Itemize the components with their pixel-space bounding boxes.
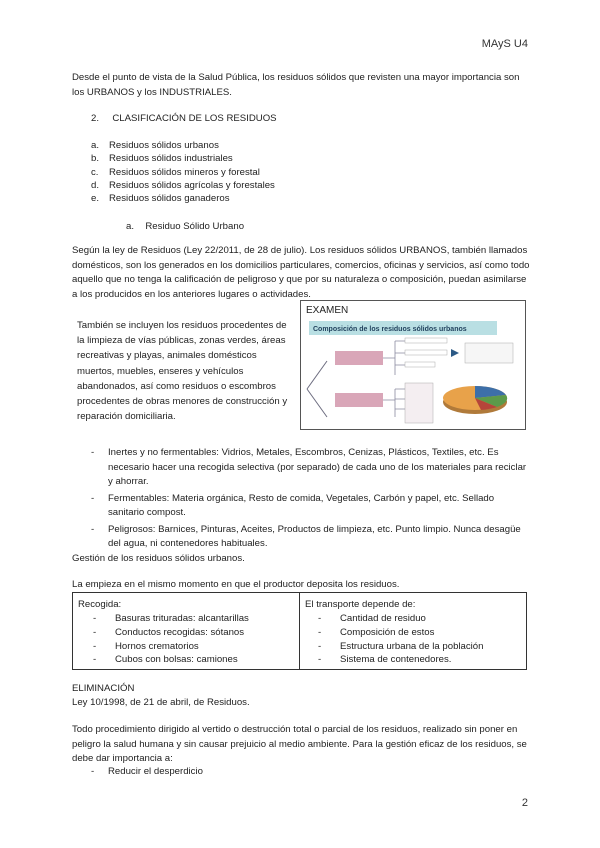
- section-heading: [91, 112, 277, 127]
- diagram-branch-lines: [307, 361, 327, 417]
- list-item: [91, 179, 275, 192]
- list-item-text: Peligrosos: Barnices, Pinturas, Aceites, Productos de limpieza, etc. Punto limpio. Nunca desagüe del agua, ni contenedores habituales.: [108, 523, 521, 549]
- list-item: [91, 139, 275, 152]
- list-marker: b.: [91, 153, 100, 165]
- gestion-heading: Gestión de los residuos sólidos urbanos.: [72, 553, 245, 564]
- bullet-dash: -: [318, 626, 322, 638]
- list-item: [318, 626, 483, 640]
- bullet-dash: -: [91, 766, 95, 777]
- list-marker: c.: [91, 166, 99, 178]
- diagram-connectors-top: [383, 341, 405, 375]
- subsection-title: Residuo Sólido Urbano: [145, 221, 245, 232]
- elimination-law: Ley 10/1998, de 21 de abril, de Residuos.: [72, 697, 250, 708]
- bullet-dash: -: [91, 523, 95, 535]
- list-item-text: Sistema de contenedores.: [340, 654, 452, 666]
- list-item-text: Composición de estos: [340, 626, 435, 638]
- bullet-dash: -: [91, 492, 95, 504]
- list-item-text: Inertes y no fermentables: Vidrios, Metales, Escombros, Cenizas, Plásticos, Textiles, etc. Es necesario hacer una recogida selectiva (por separado) de cada uno de los materiales para reciclar y ahorrar.: [108, 447, 527, 487]
- list-item-text: Hornos crematorios: [115, 640, 199, 652]
- bullet-dash: -: [93, 613, 97, 624]
- list-item: [91, 446, 531, 490]
- list-item: [318, 640, 483, 654]
- waste-types-list: [91, 446, 531, 554]
- list-item-text: Cantidad de residuo: [340, 613, 426, 624]
- composition-diagram: [305, 319, 521, 425]
- column-title: Recogida:: [78, 599, 122, 610]
- list-item-text: Reducir el desperdicio: [108, 766, 203, 777]
- list-item-text: Fermentables: Materia orgánica, Resto de comida, Vegetales, Carbón y papel, etc. Sellado sanitario compost.: [108, 492, 495, 518]
- section-number: 2.: [91, 113, 100, 124]
- document-header-tag: MAyS U4: [481, 38, 528, 50]
- bullet-dash: -: [93, 640, 97, 652]
- diagram-detail-box: [465, 343, 513, 363]
- column-title: El transporte depende de:: [305, 599, 416, 610]
- list-item: [91, 765, 203, 780]
- table-column-recogida: [73, 593, 300, 669]
- list-item-text: Residuos sólidos urbanos: [109, 140, 219, 151]
- elimination-heading: ELIMINACIÓN: [72, 683, 135, 694]
- list-item-text: Cubos con bolsas: camiones: [115, 654, 238, 666]
- classification-list: [91, 139, 275, 205]
- list-item: [93, 653, 249, 667]
- diagram-box-inorganic: [335, 393, 383, 407]
- list-item-text: Residuos sólidos industriales: [109, 153, 233, 165]
- pie-chart-icon: [443, 386, 507, 414]
- gestion-intro: La empieza en el mismo momento en que el productor deposita los residuos.: [72, 579, 400, 590]
- table-column-transporte: [300, 593, 526, 669]
- column-list: [318, 612, 483, 667]
- extra-paragraph: También se incluyen los residuos procedentes de la limpieza de vías públicas, zonas verdes, áreas recreativas y playas, animales domésticos muertos, muebles, enseres y vehículos abandonados, así como residuos o escombros procedentes de obras menores de construcción y reparación domiciliaria.: [77, 320, 288, 423]
- column-list: [93, 612, 249, 667]
- list-item: [93, 612, 249, 626]
- definition-paragraph: Según la ley de Residuos (Ley 22/2011, de 28 de julio). Los residuos sólidos URBANOS, también llamados domésticos, son los generados en los domicilios particulares, comercios, oficinas y servicios, así como todo aquello que no tenga la calificación de peligroso y que por su naturaleza o composición, puedan asimilarse a los producidos en los anteriores lugares o actividades.: [72, 245, 530, 300]
- list-item-text: Residuos sólidos mineros y forestal: [109, 166, 260, 178]
- list-item-text: Residuos sólidos agrícolas y forestales: [109, 179, 275, 191]
- bullet-dash: -: [93, 654, 97, 666]
- diagram-leaf: [405, 362, 435, 367]
- list-item: [91, 523, 531, 552]
- list-item-text: Residuos sólidos ganaderos: [109, 193, 230, 205]
- diagram-box-organic: [335, 351, 383, 365]
- list-item: [91, 192, 275, 205]
- diagram-arrow: [451, 349, 459, 357]
- bullet-dash: -: [318, 654, 322, 666]
- list-item: [93, 626, 249, 640]
- list-marker: e.: [91, 193, 100, 205]
- section-title: CLASIFICACIÓN DE LOS RESIDUOS: [112, 113, 277, 124]
- list-item: [91, 152, 275, 165]
- bullet-dash: -: [91, 447, 95, 458]
- list-item: [91, 166, 275, 179]
- page-number: 2: [521, 797, 528, 809]
- list-item-text: Basuras trituradas: alcantarillas: [115, 613, 249, 624]
- diagram-leaf: [405, 350, 447, 355]
- elimination-paragraph: Todo procedimiento dirigido al vertido o destrucción total o parcial de los residuos, realizado sin poner en peligro la salud humana y sin causar prejuicio al medio ambiente. Para la gestión eficaz de los residuos, se debe dar importancia a:: [72, 724, 527, 764]
- exam-label: EXAMEN: [306, 305, 349, 316]
- list-item: [318, 653, 483, 667]
- collection-transport-table: [72, 592, 527, 670]
- subsection-marker: a.: [126, 221, 135, 232]
- list-item-text: Conductos recogidas: sótanos: [115, 626, 245, 638]
- list-item: [91, 492, 531, 521]
- bullet-dash: -: [318, 640, 322, 652]
- diagram-leaf: [405, 338, 447, 343]
- diagram-title: Composición de los residuos sólidos urbanos: [313, 326, 467, 333]
- exam-figure: [300, 300, 526, 430]
- bullet-dash: -: [93, 626, 97, 638]
- list-item: [318, 612, 483, 626]
- list-item: [93, 640, 249, 654]
- list-marker: a.: [91, 140, 100, 151]
- subsection-heading: [126, 220, 244, 235]
- diagram-connectors-bottom: [383, 389, 405, 417]
- list-marker: d.: [91, 179, 100, 191]
- intro-paragraph: Desde el punto de vista de la Salud Pública, los residuos sólidos que revisten una mayor importancia son los URBANOS y los INDUSTRIALES.: [72, 72, 520, 98]
- bullet-dash: -: [318, 613, 322, 624]
- list-item-text: Estructura urbana de la población: [340, 640, 484, 652]
- diagram-legend: [405, 383, 433, 423]
